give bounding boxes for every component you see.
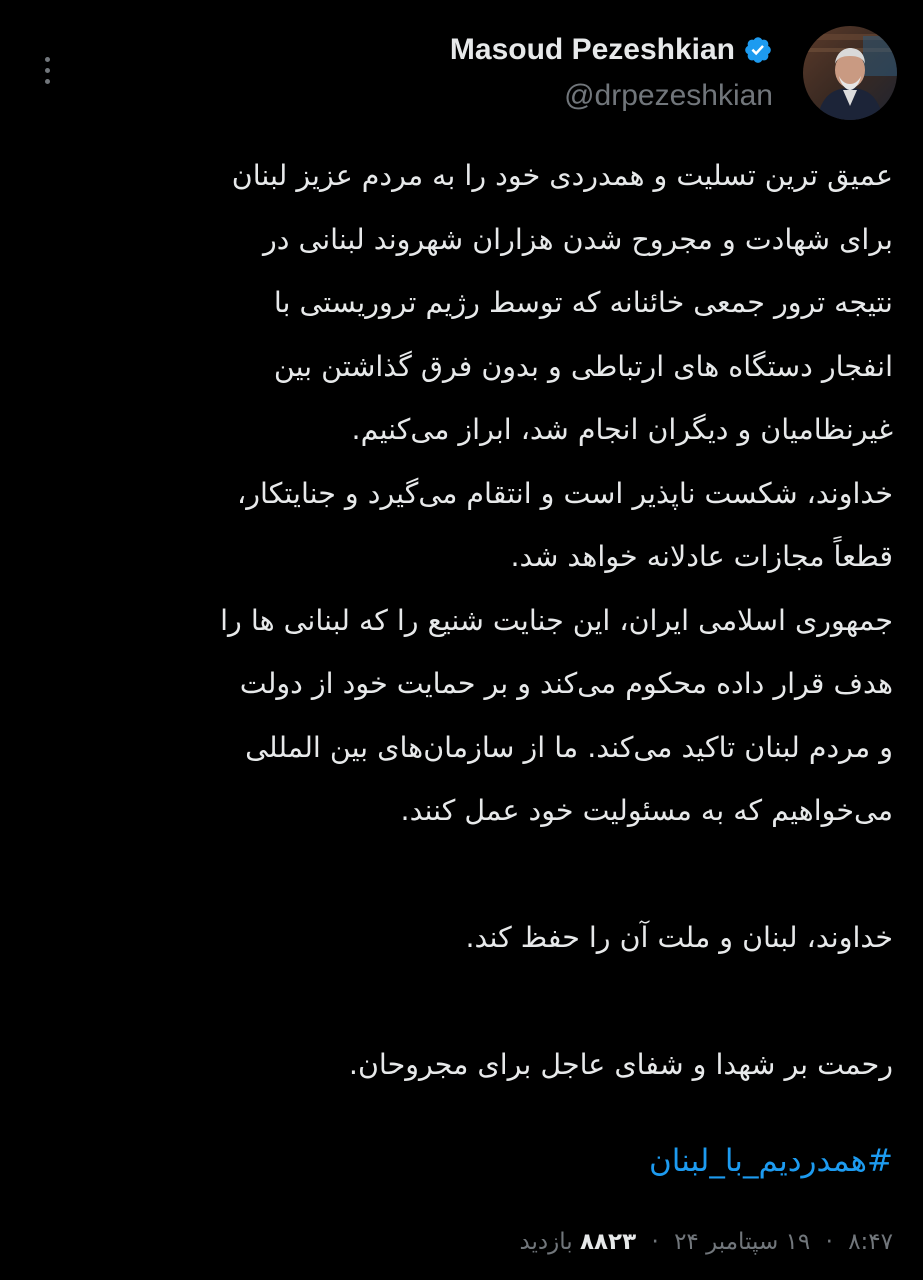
- tweet-text-line: نتیجه ترور جمعی خائنانه که توسط رژیم تروریستی با: [273, 286, 893, 319]
- tweet-text-line: انفجار دستگاه های ارتباطی و بدون فرق گذاشتن بین: [273, 349, 893, 383]
- tweet-text-line: غیرنظامیان و دیگران انجام شد، ابراز می‌کنیم.: [351, 413, 893, 446]
- views-label: بازدید: [519, 1229, 573, 1255]
- more-vertical-icon-dot: [45, 68, 50, 73]
- display-name-row: [450, 30, 773, 70]
- tweet-text-line: خداوند، لبنان و ملت آن را حفظ کند.: [465, 921, 893, 954]
- tweet-text-blank-line: [18, 843, 893, 907]
- author-names: [450, 30, 773, 116]
- tweet-header: [0, 26, 923, 126]
- tweet-text-line: جمهوری اسلامی ایران، این جنایت شنیع را که لبنانی ها را: [220, 603, 893, 637]
- tweet-text-blank-line: [18, 970, 893, 1034]
- tweet-date[interactable]: ۱۹ سپتامبر ۲۴: [674, 1229, 811, 1255]
- profile-photo: [803, 26, 897, 120]
- more-vertical-icon-dot: [45, 79, 50, 84]
- tweet-text-line: رحمت بر شهدا و شفای عاجل برای مجروحان.: [348, 1048, 893, 1081]
- tweet-text-line: خداوند، شکست ناپذیر است و انتقام می‌گیرد و جنایتکار،: [237, 476, 893, 510]
- more-vertical-icon-dot: [45, 57, 50, 62]
- avatar[interactable]: [803, 26, 897, 120]
- meta-separator: ·: [651, 1229, 659, 1255]
- tweet-time[interactable]: ۸:۴۷: [848, 1229, 893, 1255]
- author-display-name[interactable]: Masoud Pezeshkian: [449, 33, 735, 66]
- tweet-text-line: قطعاً مجازات عادلانه خواهد شد.: [510, 540, 893, 573]
- views-count[interactable]: ۸۸۲۳: [579, 1229, 637, 1255]
- verified-badge-icon: [743, 35, 773, 65]
- tweet-meta: [519, 1222, 893, 1262]
- tweet-text-line: برای شهادت و مجروح شدن هزاران شهروند لبنانی در: [262, 222, 893, 256]
- tweet-text-line: عمیق ترین تسلیت و همدردی خود را به مردم عزیز لبنان: [231, 159, 893, 192]
- hashtag-link[interactable]: #همدردیم_با_لبنان: [649, 1143, 893, 1179]
- meta-separator: ·: [825, 1229, 833, 1255]
- more-options-button[interactable]: [36, 48, 58, 92]
- tweet-text-line: و مردم لبنان تاکید می‌کند. ما از سازمان‌های بین المللی: [245, 730, 893, 764]
- tweet-text: [18, 144, 893, 1097]
- author-handle[interactable]: @drpezeshkian: [564, 79, 773, 112]
- tweet-text-line: می‌خواهیم که به مسئولیت خود عمل کنند.: [400, 794, 893, 827]
- tweet-text-line: هدف قرار داده محکوم می‌کند و بر حمایت خود از دولت: [239, 667, 893, 700]
